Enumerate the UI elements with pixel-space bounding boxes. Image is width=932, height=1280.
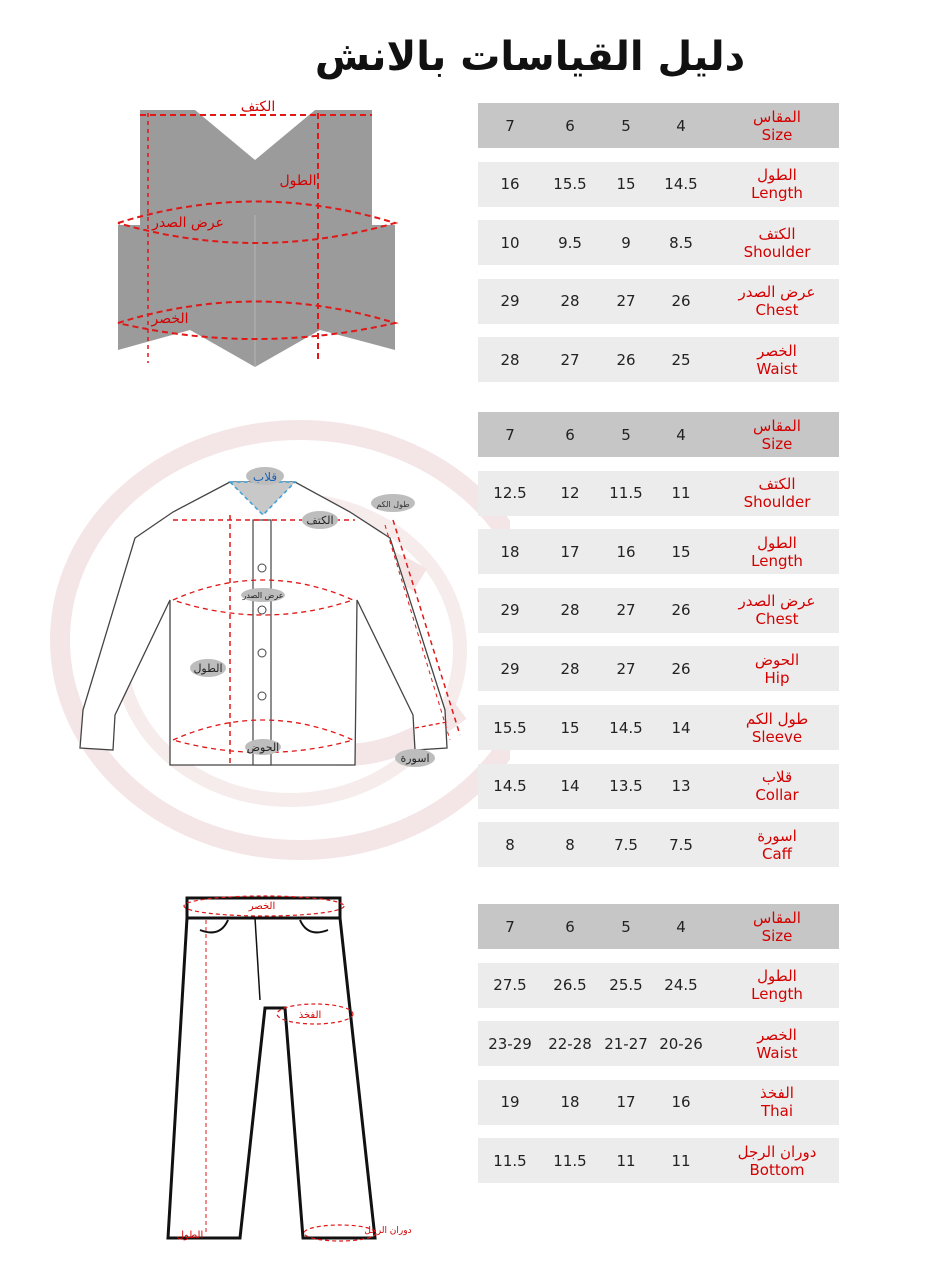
pants-label-waist: الخصر [248, 901, 276, 912]
vest-label-shoulder: الكتف [240, 99, 276, 115]
row-label-arabic: الخصر [757, 1025, 797, 1044]
table-cell: 15.5 [553, 175, 587, 194]
row-label-arabic: دوران الرجل [737, 1142, 817, 1161]
row-label-arabic: عرض الصدر [738, 592, 816, 611]
table-cell: 11.5 [609, 484, 643, 503]
row-label-arabic: الطول [757, 166, 797, 185]
table-cell: 8 [565, 835, 575, 854]
row-label-arabic: قلاب [761, 768, 793, 787]
shirt-label-length: الطول [193, 662, 223, 675]
vest-label-length: الطول [279, 173, 317, 189]
table-cell: 28 [560, 292, 580, 311]
shirt-diagram [75, 460, 470, 775]
vest-label-waist: الخصر [151, 311, 189, 327]
table-row [478, 1021, 839, 1066]
table-cell: 17 [616, 1093, 636, 1112]
table-cell: 6 [565, 917, 575, 936]
table-cell: 15 [560, 718, 580, 737]
table-cell: 25.5 [609, 976, 643, 995]
table-cell: 15 [671, 542, 691, 561]
row-label [715, 904, 839, 949]
row-label [715, 1021, 839, 1066]
row-label-arabic: الحوض [754, 650, 800, 669]
row-label-english: Length [751, 551, 803, 570]
row-label-arabic: الكتف [758, 475, 796, 494]
row-label-arabic: اسورة [757, 826, 797, 845]
table-cell: 17 [560, 542, 580, 561]
row-label-english: Chest [755, 301, 799, 320]
table-cell: 27 [616, 292, 636, 311]
row-label-english: Collar [755, 786, 799, 805]
table-cell: 12.5 [493, 484, 527, 503]
table-cell: 11 [671, 1151, 691, 1170]
table-row [478, 1080, 839, 1125]
table-cell: 16 [500, 175, 520, 194]
row-label-arabic: الفخذ [760, 1084, 794, 1103]
shirt-label-cuff: اسورة [400, 752, 430, 765]
table-cell: 9 [621, 233, 631, 252]
row-label-english: Size [761, 434, 793, 453]
table-cell: 12 [560, 484, 580, 503]
table-cell: 5 [621, 116, 631, 135]
table-cell: 14.5 [609, 718, 643, 737]
table-cell: 13.5 [609, 777, 643, 796]
table-cell: 19 [500, 1093, 520, 1112]
row-label-english: Waist [756, 359, 798, 378]
table-cell: 7 [505, 116, 515, 135]
table-cell: 14.5 [493, 777, 527, 796]
row-label-english: Length [751, 184, 803, 203]
page-title: دليل القياسات بالانش [314, 34, 746, 80]
table-header-row [478, 412, 839, 457]
table-cell: 29 [500, 292, 520, 311]
table-cell: 6 [565, 425, 575, 444]
row-label [715, 705, 839, 750]
table-cell: 28 [560, 659, 580, 678]
table-cell: 5 [621, 425, 631, 444]
table-cell: 26 [671, 659, 691, 678]
table-cell: 8 [505, 835, 515, 854]
table-cell: 8.5 [669, 233, 693, 252]
table-row [478, 279, 839, 324]
table-cell: 18 [560, 1093, 580, 1112]
row-label [715, 412, 839, 457]
table-cell: 26 [616, 350, 636, 369]
table-cell: 11 [616, 1151, 636, 1170]
table-cell: 7 [505, 425, 515, 444]
table-row [478, 822, 839, 867]
table-row [478, 337, 839, 382]
table-row [478, 705, 839, 750]
pants-label-bottom: دوران الرجل [364, 1226, 412, 1236]
row-label-arabic: عرض الصدر [738, 283, 816, 302]
row-label-english: Size [761, 926, 793, 945]
table-row [478, 529, 839, 574]
row-label-english: Length [751, 985, 803, 1004]
row-label [715, 1080, 839, 1125]
table-row [478, 588, 839, 633]
row-label [715, 588, 839, 633]
shirt-label-chest: عرض الصدر [242, 591, 284, 600]
shirt-label-hip: الحوض [246, 741, 280, 754]
shirt-label-shoulder: الكتف [306, 514, 334, 527]
table-cell: 20-26 [659, 1034, 703, 1053]
table-cell: 15 [616, 175, 636, 194]
table-cell: 4 [676, 116, 686, 135]
row-label-arabic: طول الكم [745, 709, 809, 728]
table-cell: 15.5 [493, 718, 527, 737]
table-row [478, 764, 839, 809]
row-label-english: Sleeve [751, 727, 803, 746]
table-cell: 5 [621, 917, 631, 936]
table-cell: 28 [500, 350, 520, 369]
table-cell: 16 [616, 542, 636, 561]
table-cell: 4 [676, 425, 686, 444]
row-label [715, 764, 839, 809]
table-row [478, 963, 839, 1008]
table-cell: 26 [671, 292, 691, 311]
row-label-english: Waist [756, 1043, 798, 1062]
table-cell: 7.5 [669, 835, 693, 854]
pants-diagram [160, 890, 420, 1255]
table-cell: 23-29 [488, 1034, 532, 1053]
row-label-arabic: المقاس [753, 416, 801, 435]
table-header-row [478, 103, 839, 148]
table-cell: 27 [616, 601, 636, 620]
row-label [715, 646, 839, 691]
row-label-english: Caff [762, 844, 792, 863]
row-label-english: Chest [755, 610, 799, 629]
shirt-label-sleeve: طول الكم [376, 500, 410, 509]
row-label-english: Thai [760, 1102, 794, 1121]
table-cell: 4 [676, 917, 686, 936]
row-label-arabic: المقاس [753, 908, 801, 927]
row-label-arabic: الطول [757, 967, 797, 986]
table-row [478, 162, 839, 207]
row-label [715, 822, 839, 867]
table-cell: 14.5 [664, 175, 698, 194]
table-cell: 10 [500, 233, 520, 252]
table-cell: 24.5 [664, 976, 698, 995]
vest-diagram [110, 95, 410, 380]
table-cell: 29 [500, 659, 520, 678]
table-cell: 26.5 [553, 976, 587, 995]
row-label [715, 529, 839, 574]
table-cell: 27.5 [493, 976, 527, 995]
table-cell: 28 [560, 601, 580, 620]
row-label-english: Hip [764, 668, 790, 687]
row-label [715, 103, 839, 148]
row-label [715, 162, 839, 207]
row-label-english: Bottom [749, 1160, 805, 1179]
table-cell: 6 [565, 116, 575, 135]
table-cell: 25 [671, 350, 691, 369]
table-cell: 13 [671, 777, 691, 796]
row-label-arabic: الكتف [758, 224, 796, 243]
table-cell: 26 [671, 601, 691, 620]
row-label [715, 963, 839, 1008]
table-cell: 14 [671, 718, 691, 737]
table-row [478, 646, 839, 691]
row-label [715, 471, 839, 516]
vest-label-chest: عرض الصدر [152, 215, 224, 231]
table-row [478, 220, 839, 265]
table-cell: 9.5 [558, 233, 582, 252]
table-cell: 29 [500, 601, 520, 620]
table-cell: 21-27 [604, 1034, 648, 1053]
table-cell: 7 [505, 917, 515, 936]
table-row [478, 471, 839, 516]
row-label-english: Size [761, 125, 793, 144]
row-label-english: Shoulder [743, 242, 811, 261]
row-label-english: Shoulder [743, 493, 811, 512]
pants-label-length: الطول [176, 1230, 204, 1241]
row-label [715, 220, 839, 265]
row-label [715, 1138, 839, 1183]
pants-label-thigh: الفخذ [298, 1010, 322, 1021]
table-cell: 16 [671, 1093, 691, 1112]
row-label [715, 279, 839, 324]
table-cell: 7.5 [614, 835, 638, 854]
table-cell: 18 [500, 542, 520, 561]
row-label-arabic: الخصر [757, 341, 797, 360]
table-cell: 11 [671, 484, 691, 503]
table-cell: 27 [560, 350, 580, 369]
table-cell: 27 [616, 659, 636, 678]
table-cell: 14 [560, 777, 580, 796]
row-label-arabic: المقاس [753, 107, 801, 126]
table-header-row [478, 904, 839, 949]
table-cell: 22-28 [548, 1034, 592, 1053]
table-cell: 11.5 [493, 1151, 527, 1170]
row-label-arabic: الطول [757, 533, 797, 552]
table-row [478, 1138, 839, 1183]
table-cell: 11.5 [553, 1151, 587, 1170]
shirt-label-collar: قلاب [252, 470, 278, 484]
row-label [715, 337, 839, 382]
